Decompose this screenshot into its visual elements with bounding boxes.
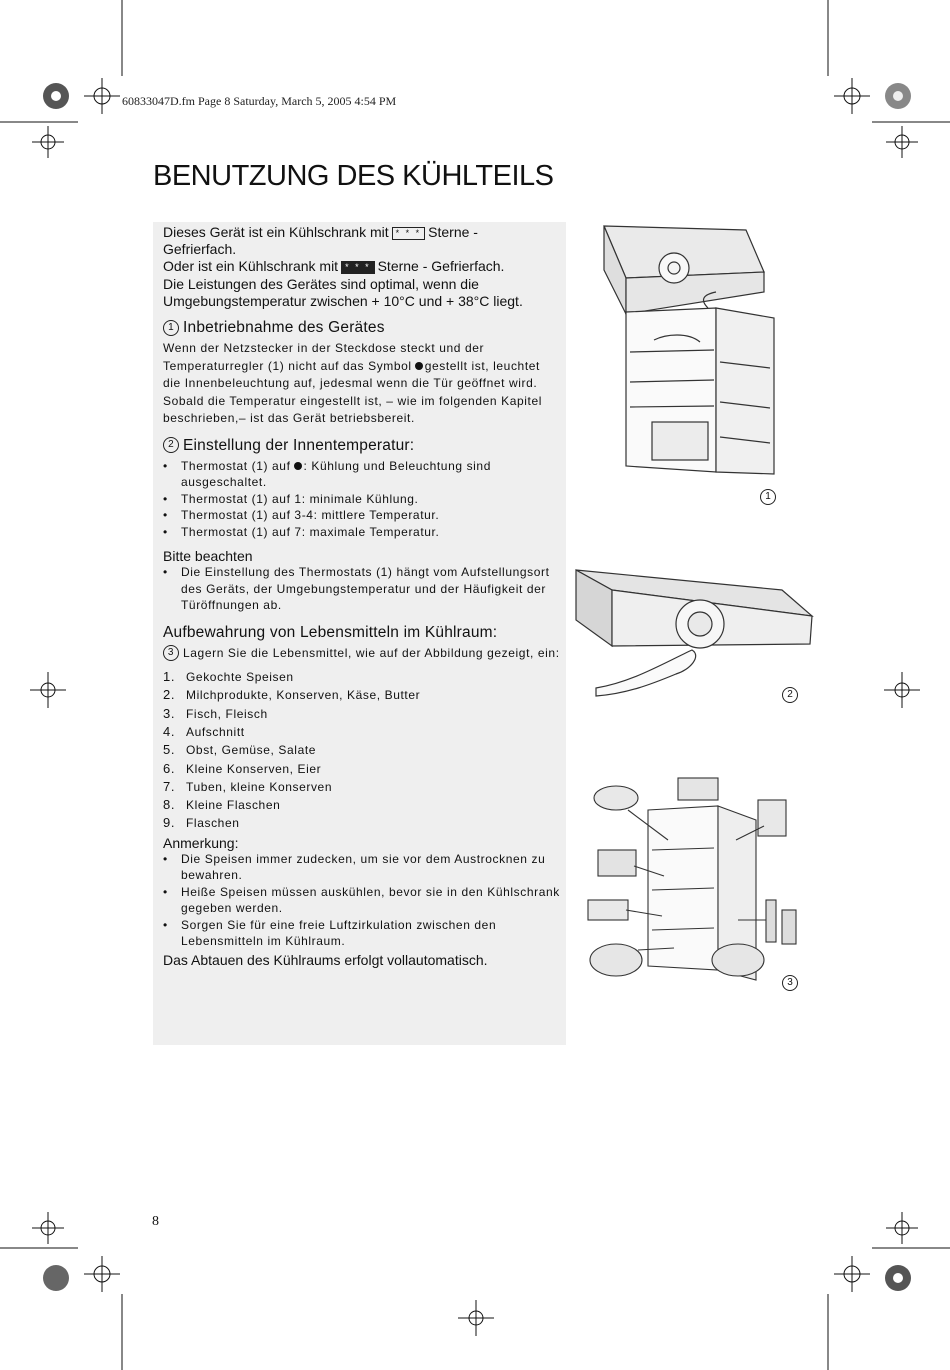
storage-list-item <box>163 723 556 741</box>
page-title: BENUTZUNG DES KÜHLTEILS <box>153 160 554 192</box>
food-storage-illustration <box>578 770 808 1000</box>
intro-line: Gefrierfach. <box>163 241 237 258</box>
item-text: ausgeschaltet. <box>181 475 267 490</box>
item-text: Aufschnitt <box>186 724 245 739</box>
note-heading: Bitte beachten <box>163 548 253 565</box>
registration-target-mr <box>884 126 920 1244</box>
item-text: Fisch, Fleisch <box>186 706 268 721</box>
item-text: • Thermostat (1) auf 1: minimale Kühlung. <box>181 491 419 506</box>
body-line: Wenn der Netzstecker in der Steckdose steckt und der <box>163 341 485 356</box>
body-line: die Innenbeleuchtung auf, jedesmal wenn die Tür geöffnet wird. <box>163 376 538 391</box>
item-text: bewahren. <box>181 868 243 883</box>
content-panel <box>153 222 566 1045</box>
item-text: Kleine Konserven, Eier <box>186 761 322 776</box>
list-item <box>163 491 556 508</box>
intro-line: Sterne - <box>428 224 478 240</box>
heading-text: Inbetriebnahme des Gerätes <box>183 319 385 337</box>
thermostat-control-illustration <box>572 560 817 710</box>
registration-target-bl <box>84 1256 120 1292</box>
storage-list-item <box>163 760 556 778</box>
item-text: • Sorgen Sie für eine freie Luftzirkulation zwischen den <box>181 917 497 932</box>
item-text: Lebensmitteln im Kühlraum. <box>181 934 346 949</box>
item-text: : Kühlung und Beleuchtung sind <box>303 458 491 473</box>
item-number: 2. <box>163 687 176 703</box>
figure-label-2: 2 <box>782 687 798 703</box>
section-1-body <box>163 340 556 428</box>
list-item <box>163 507 556 524</box>
list-item <box>163 917 556 950</box>
item-text: • Die Einstellung des Thermostats (1) hängt vom Aufstellungsort <box>181 565 550 580</box>
item-text: Gekochte Speisen <box>186 670 294 685</box>
circled-number-1: 1 <box>163 320 179 336</box>
intro-line: Dieses Gerät ist ein Kühlschrank mit <box>163 224 389 240</box>
item-text: Flaschen <box>186 816 240 831</box>
body-line: Temperaturregler (1) nicht auf das Symbol <box>163 358 412 373</box>
item-text: • Thermostat (1) auf 3-4: mittlere Temperatur. <box>181 508 440 523</box>
item-number: 8. <box>163 797 176 813</box>
intro-line: Umgebungstemperatur zwischen + 10°C und + 38°C liegt. <box>163 292 523 309</box>
storage-list <box>163 668 556 833</box>
item-number: 5. <box>163 742 176 758</box>
three-star-icon: * * * <box>392 227 426 240</box>
heading-text: Einstellung der Innentemperatur: <box>183 436 415 454</box>
remark-heading: Anmerkung: <box>163 834 239 851</box>
list-item <box>163 458 556 491</box>
section-3-intro <box>163 645 560 663</box>
registration-target-tr <box>834 78 870 114</box>
storage-list-item <box>163 814 556 832</box>
section-3-heading: Aufbewahrung von Lebensmitteln im Kühlraum: <box>163 623 498 641</box>
intro-line: Die Leistungen des Gerätes sind optimal, wenn die <box>163 275 479 292</box>
fridge-open-illustration <box>596 222 796 492</box>
section-1-heading <box>163 319 556 337</box>
item-text: des Geräts, der Umgebungstemperatur und der Häufigkeit der <box>181 581 546 596</box>
storage-list-item <box>163 778 556 796</box>
off-symbol-icon <box>294 462 302 470</box>
item-text: Tuben, kleine Konserven <box>186 779 333 794</box>
item-number: 6. <box>163 760 176 776</box>
intro-line: Oder ist ein Kühlschrank mit <box>163 258 339 275</box>
storage-list-item <box>163 796 556 814</box>
item-text: Türöffnungen ab. <box>181 598 282 613</box>
body-line: Sobald die Temperatur eingestellt ist, – wie im folgenden Kapitel <box>163 393 542 408</box>
circled-number-3: 3 <box>163 645 179 661</box>
thermostat-settings-list <box>163 458 556 541</box>
storage-list-item <box>163 741 556 759</box>
body-line: gestellt ist, leuchtet <box>424 358 540 373</box>
item-number: 1. <box>163 669 176 685</box>
item-text: • Heiße Speisen müssen auskühlen, bevor sie in den Kühlschrank <box>181 884 560 899</box>
body-line: beschrieben,– ist das Gerät betriebsbereit. <box>163 411 415 426</box>
file-header: 60833047D.fm Page 8 Saturday, March 5, 2005 4:54 PM <box>122 94 397 108</box>
intro-line: Sterne - Gefrierfach. <box>377 258 505 275</box>
storage-list-item <box>163 686 556 704</box>
registration-target-br <box>834 1256 870 1292</box>
list-item <box>163 851 556 884</box>
registration-target-ml <box>30 126 66 1244</box>
item-text: Obst, Gemüse, Salate <box>186 743 317 758</box>
item-text: Thermostat (1) auf <box>181 458 291 473</box>
remark-list <box>163 851 560 950</box>
item-text: Kleine Flaschen <box>186 798 281 813</box>
registration-target-tl <box>84 78 120 114</box>
list-item <box>163 884 560 917</box>
storage-list-item <box>163 705 556 723</box>
item-number: 7. <box>163 778 176 794</box>
item-number: 9. <box>163 815 176 831</box>
figure-label-3: 3 <box>782 975 798 991</box>
note-list <box>163 564 556 614</box>
three-star-dark-icon: * * * <box>341 261 375 274</box>
storage-list-item <box>163 668 556 686</box>
registration-target-bottom-center <box>458 1300 494 1336</box>
section-2-heading <box>163 437 556 455</box>
list-item <box>163 524 556 541</box>
item-text: • Thermostat (1) auf 7: maximale Temperatur. <box>181 524 440 539</box>
closing-text: Das Abtauen des Kühlraums erfolgt vollautomatisch. <box>163 951 488 968</box>
item-number: 3. <box>163 705 176 721</box>
circled-number-2: 2 <box>163 437 179 453</box>
list-item <box>163 564 556 614</box>
figure-label-1: 1 <box>760 489 776 505</box>
body-line: Lagern Sie die Lebensmittel, wie auf der Abbildung gezeigt, ein: <box>183 645 560 660</box>
item-text: Milchprodukte, Konserven, Käse, Butter <box>186 688 421 703</box>
intro-text <box>163 224 556 310</box>
off-symbol-icon <box>415 362 423 370</box>
item-number: 4. <box>163 723 176 739</box>
page-number: 8 <box>152 1214 159 1229</box>
item-text: gegeben werden. <box>181 901 283 916</box>
item-text: • Die Speisen immer zudecken, um sie vor dem Austrocknen zu <box>181 851 546 866</box>
